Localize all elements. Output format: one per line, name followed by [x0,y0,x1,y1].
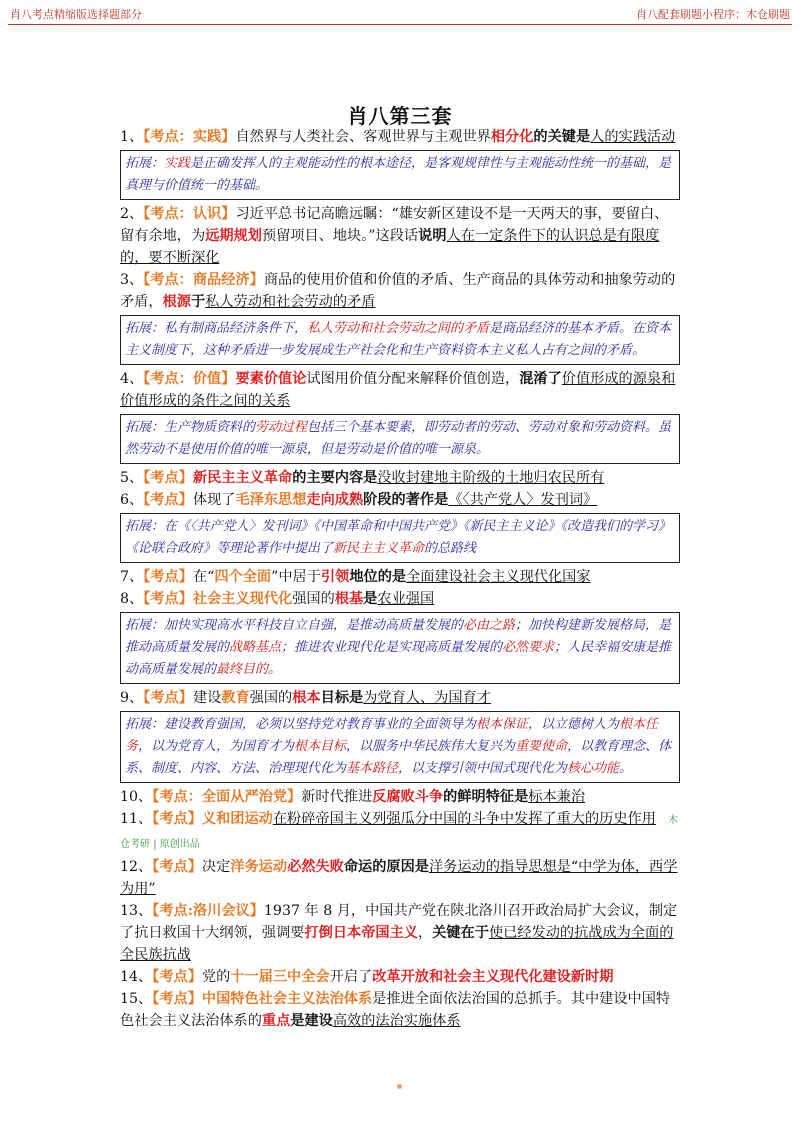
question-7: 7、【考点】在“四个全面”中居于引领地位的是全面建设社会主义现代化国家 [120,569,591,585]
extension-box-4: 拓展：生产物质资料的劳动过程包括三个基本要素，即劳动者的劳动、劳动对象和劳动资料。虽然劳动不是使用价值的唯一源泉，但是劳动是价值的唯一源泉。 [120,414,680,464]
question-3: 3、【考点：商品经济】商品的使用价值和价值的矛盾、生产商品的具体劳动和抽象劳动的矛盾，根源于私人劳动和社会劳动的矛盾 [120,272,676,310]
question-1: 1、【考点：实践】自然界与人类社会、客观世界与主观世界相分化的关键是人的实践活动 [120,129,676,145]
header-right-text: 肖八配套刷题小程序：木仓刷题 [636,8,790,21]
extension-box-1: 拓展：实践是正确发挥人的主观能动性的根本途径，是客观规律性与主观能动性统一的基础，是真理与价值统一的基础。 [120,150,680,200]
extension-box-6: 拓展：在《〈共产党人〉发刊词》《中国革命和中国共产党》《新民主主义论》《改造我们的学习》《论联合政府》等理论著作中提出了新民主主义革命的总路线 [120,513,680,563]
question-9: 9、【考点】建设教育强国的根本目标是为党育人、为国育才 [120,690,491,706]
question-5: 5、【考点】新民主主义革命的主要内容是没收封建地主阶级的土地归农民所有 [120,470,605,486]
question-4: 4、【考点：价值】要素价值论试图用价值分配来解释价值创造，混淆了价值形成的源泉和价值形成的条件之间的关系 [120,371,676,409]
watermark-text: 木仓考研 | 原创出品 [120,815,678,850]
question-11: 11、【考点】义和团运动在粉碎帝国主义列强瓜分中国的斗争中发挥了重大的历史作用 木仓考研 | 原创出品 [120,811,678,850]
question-list [120,126,680,1032]
header-left-text: 肖八考点精缩版选择题部分 [10,8,142,21]
question-12: 12、【考点】决定洋务运动必然失败命运的原因是洋务运动的指导思想是“中学为体，西学为用” [120,859,678,897]
question-13: 13、【考点:洛川会议】1937 年 8 月，中国共产党在陕北洛川召开政治局扩大会议，制定了抗日救国十大纲领，强调要打倒日本帝国主义，关键在于使已经发动的抗战成为全面的全民族抗战 [120,903,678,963]
question-8: 8、【考点】社会主义现代化强国的根基是农业强国 [120,591,435,607]
question-6: 6、【考点】体现了毛泽东思想走向成熟阶段的著作是《〈共产党人〉发刊词》 [120,492,598,508]
extension-box-3: 拓展：私有制商品经济条件下，私人劳动和社会劳动之间的矛盾是商品经济的基本矛盾。在资本主义制度下，这种矛盾进一步发展成生产社会化和生产资料资本主义私人占有之间的矛盾。 [120,315,680,365]
question-2: 2、【考点：认识】习近平总书记高瞻远瞩：“雄安新区建设不是一天两天的事，要留白、留有余地，为远期规划预留项目、地块。”这段话说明人在一定条件下的认识总是有限度的，要不断深化 [120,206,669,266]
header-divider [8,24,792,25]
question-10: 10、【考点：全面从严治党】新时代推进反腐败斗争的鲜明特征是标本兼治 [120,789,586,805]
extension-box-8: 拓展：加快实现高水平科技自立自强，是推动高质量发展的必由之路；加快构建新发展格局，是推动高质量发展的战略基点；推进农业现代化是实现高质量发展的必然要求；人民幸福安康是推动高质量发展的最终目的。 [120,612,680,684]
page-title: 肖八第三套 [347,104,453,128]
page-dot-marker [397,1084,402,1089]
question-15: 15、【考点】中国特色社会主义法治体系是推进全面依法治国的总抓手。其中建设中国特色社会主义法治体系的重点是建设高效的法治实施体系 [120,991,671,1029]
extension-box-9: 拓展：建设教育强国，必须以坚持党对教育事业的全面领导为根本保证，以立德树人为根本任务，以为党育人，为国育才为根本目标，以服务中华民族伟大复兴为重要使命，以教育理念、体系、制度、内容、方法、治理现代化为基本路径，以支撑引领中国式现代化为核心功能。 [120,711,680,783]
question-14: 14、【考点】党的十一届三中全会开启了改革开放和社会主义现代化建设新时期 [120,969,614,985]
